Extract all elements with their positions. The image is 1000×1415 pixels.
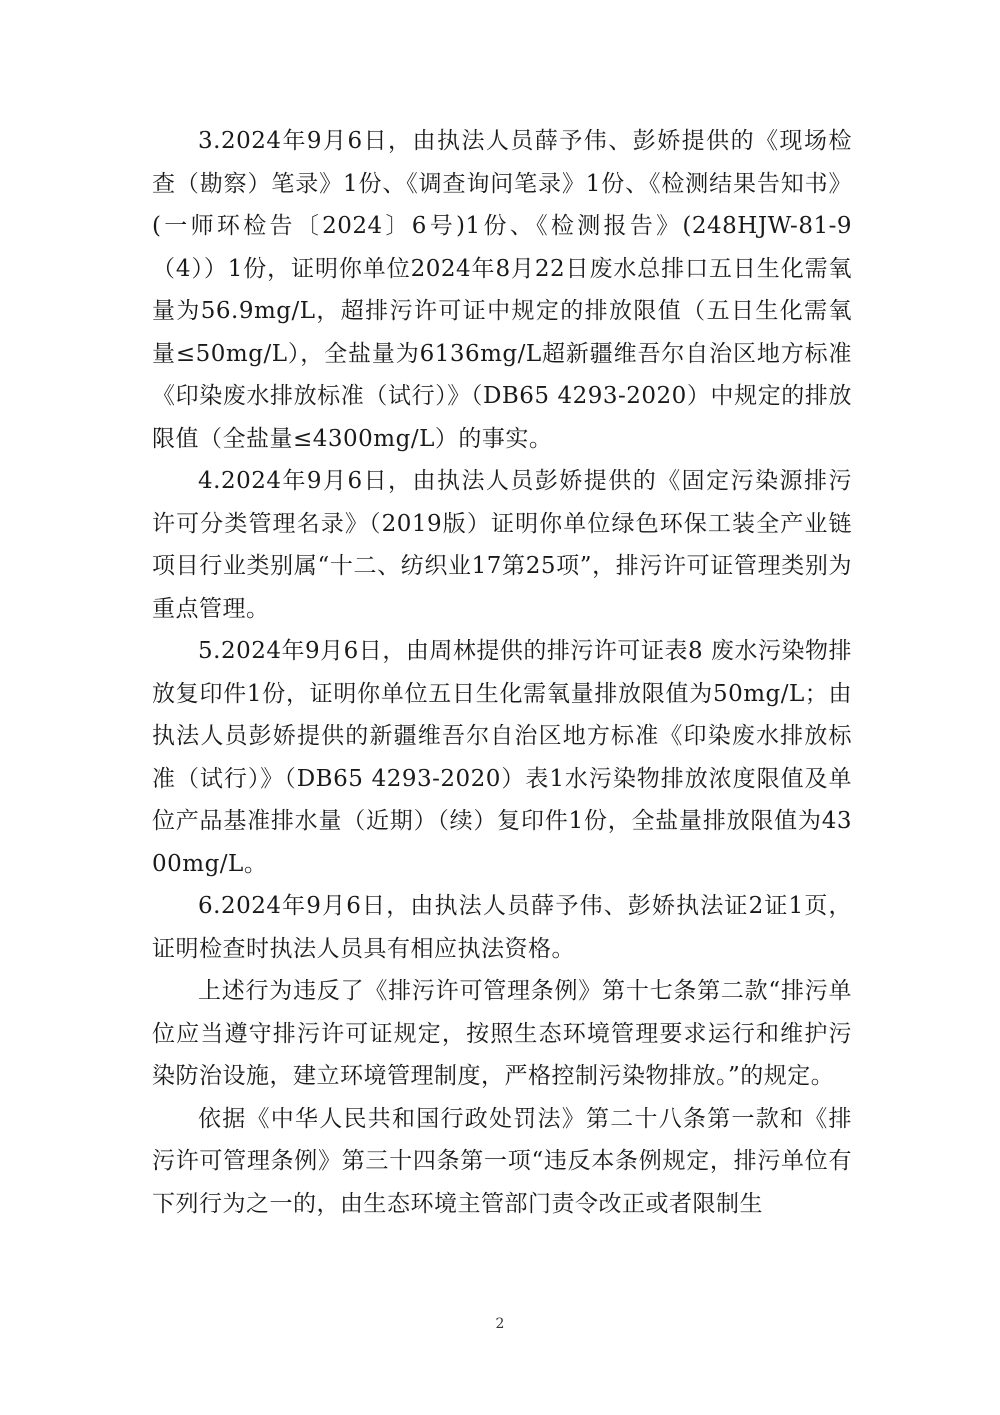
page-number: 2	[495, 1316, 505, 1332]
paragraph-evidence-4: 4.2024年9月6日，由执法人员彭娇提供的《固定污染源排污许可分类管理名录》（2019版）证明你单位绿色环保工装全产业链项目行业类别属“十二、纺织业17第25项”，排污许可证管理类别为重点管理。	[152, 468, 852, 622]
paragraph-violation: 上述行为违反了《排污许可管理条例》第十七条第二款“排污单位应当遵守排污许可证规定，按照生态环境管理要求运行和维护污染防治设施，建立环境管理制度，严格控制污染物排放。”的规定。	[152, 978, 852, 1089]
paragraph-evidence-5: 5.2024年9月6日，由周林提供的排污许可证表8 废水污染物排放复印件1份，证明你单位五日生化需氧量排放限值为50mg/L；由执法人员彭娇提供的新疆维吾尔自治区地方标准《印染废水排放标准（试行）》（DB65 4293-2020）表1水污染物排放浓度限值及单位产品基准排水量（近期）（续）复印件1份，全盐量排放限值为4300mg/L。	[152, 638, 852, 877]
paragraph-evidence-6: 6.2024年9月6日，由执法人员薛予伟、彭娇执法证2证1页，证明检查时执法人员具有相应执法资格。	[152, 893, 852, 962]
paragraph-legal-basis: 依据《中华人民共和国行政处罚法》第二十八条第一款和《排污许可管理条例》第三十四条第一项“违反本条例规定，排污单位有下列行为之一的，由生态环境主管部门责令改正或者限制生	[152, 1105, 852, 1217]
paragraph-evidence-3: 3.2024年9月6日，由执法人员薛予伟、彭娇提供的《现场检查（勘察）笔录》1份、《调查询问笔录》1份、《检测结果告知书》(一师环检告〔2024〕6号)1份、《检测报告》(248HJW-81-9（4））1份，证明你单位2024年8月22日废水总排口五日生化需氧量为56.9mg/L，超排污许可证中规定的排放限值（五日生化需氧量≤50mg/L），全盐量为6136mg/L超新疆维吾尔自治区地方标准《印染废水排放标准（试行）》（DB65 4293-2020）中规定的排放限值（全盐量≤4300mg/L）的事实。	[152, 128, 852, 452]
document-body	[152, 120, 852, 1225]
